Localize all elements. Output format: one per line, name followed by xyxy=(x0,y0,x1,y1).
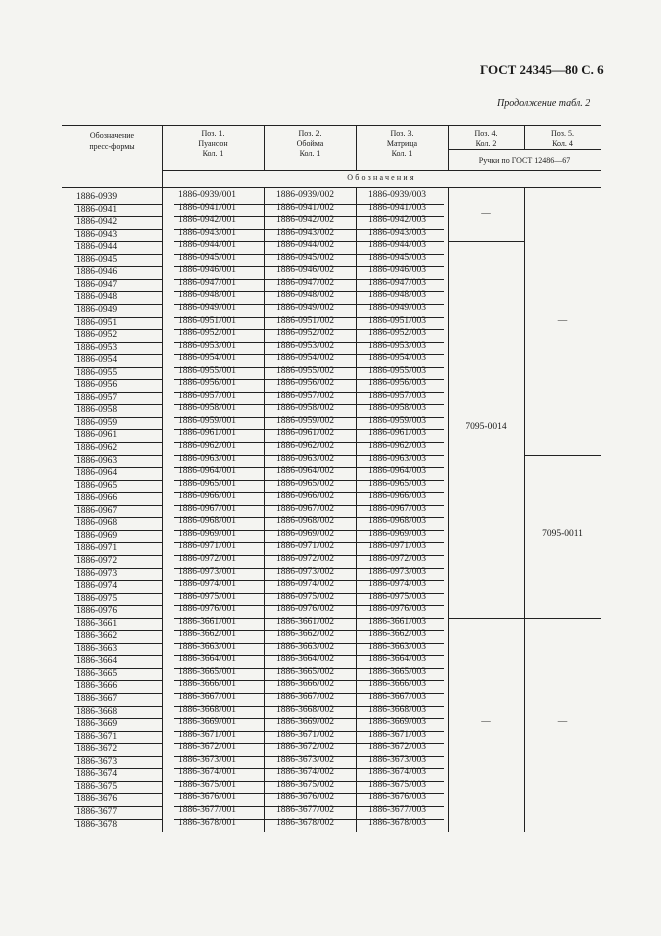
table-row-poz2: 1886-0973/002 xyxy=(276,566,335,577)
merged-cell-rule xyxy=(524,455,601,456)
table-row-poz1: 1886-3666/001 xyxy=(178,679,237,690)
table-row-poz3: 1886-0954/003 xyxy=(368,353,427,364)
table-row-designation: 1886-0946 xyxy=(76,267,118,278)
table-row-poz1: 1886-3678/001 xyxy=(178,817,237,828)
table-row-poz3: 1886-0966/003 xyxy=(368,491,427,502)
header-col_poz2-line: Кол. 1 xyxy=(299,149,321,158)
table-row-poz3: 1886-0941/003 xyxy=(368,202,427,213)
header-col_poz1-line: Кол. 1 xyxy=(202,149,224,158)
table-row-designation: 1886-0951 xyxy=(76,317,118,328)
header-bottom-rule xyxy=(62,187,601,188)
table-row-poz2: 1886-0962/002 xyxy=(276,441,335,451)
table-row-poz1: 1886-3662/001 xyxy=(178,629,237,640)
header-designation-line: пресс-формы xyxy=(89,142,135,151)
table-row-designation: 1886-3671 xyxy=(76,731,118,742)
table-row-poz2: 1886-0949/002 xyxy=(276,302,335,313)
table-row-poz3: 1886-0976/003 xyxy=(368,604,427,615)
table-row-poz3: 1886-3664/003 xyxy=(368,654,427,665)
table-row-poz2: 1886-0967/002 xyxy=(276,503,335,514)
col-divider-1 xyxy=(162,125,163,832)
table-row-poz3: 1886-0964/003 xyxy=(368,466,427,477)
table-row-poz3: 1886-0953/003 xyxy=(368,340,427,351)
table-row-designation: 1886-0954 xyxy=(76,355,118,366)
table-row-poz2: 1886-3664/002 xyxy=(276,654,335,665)
designations-top-rule xyxy=(162,170,601,171)
table-row-poz2: 1886-3661/002 xyxy=(276,616,335,627)
table-row-designation: 1886-0947 xyxy=(76,279,118,290)
table-row-poz2: 1886-0956/002 xyxy=(276,378,335,389)
table-row-poz1: 1886-3665/001 xyxy=(178,666,237,677)
table-row-poz1: 1886-0976/001 xyxy=(178,604,237,615)
table-row-poz2: 1886-0955/002 xyxy=(276,365,335,376)
table-row-poz1: 1886-0944/001 xyxy=(178,240,237,251)
table-row-designation: 1886-0953 xyxy=(76,342,118,353)
table-row-poz1: 1886-0969/001 xyxy=(178,528,237,539)
table-row-poz1: 1886-0971/001 xyxy=(178,541,237,552)
table-row-poz1: 1886-0953/001 xyxy=(178,340,237,351)
table-row-designation: 1886-3664 xyxy=(76,656,118,667)
table-row-designation: 1886-0967 xyxy=(76,505,118,516)
table-row-designation: 1886-3677 xyxy=(76,806,118,817)
poz4_groups-merged-value: — xyxy=(481,717,491,728)
table-row-designation: 1886-3672 xyxy=(76,744,118,755)
poz5_groups-merged-value: 7095-0011 xyxy=(542,529,583,540)
table-row-poz1: 1886-0939/001 xyxy=(178,190,237,200)
poz4_groups-merged-value: 7095-0014 xyxy=(465,422,507,433)
table-row-designation: 1886-3668 xyxy=(76,706,118,717)
table-row-designation: 1886-3666 xyxy=(76,681,118,692)
table-row-poz3: 1886-0945/003 xyxy=(368,252,427,263)
table-row-poz3: 1886-0957/003 xyxy=(368,390,427,401)
table-row-poz1: 1886-0942/001 xyxy=(178,215,237,226)
table-row-poz3: 1886-3665/003 xyxy=(368,666,427,677)
header-col_poz4-line: Кол. 2 xyxy=(475,139,497,148)
table-row-poz3: 1886-0972/003 xyxy=(368,553,427,564)
table-row-poz3: 1886-0948/003 xyxy=(368,290,427,301)
table-row-poz1: 1886-3663/001 xyxy=(178,641,237,652)
table-row-poz2: 1886-0943/002 xyxy=(276,227,335,238)
table-row-poz3: 1886-3675/003 xyxy=(368,779,427,790)
table-row-poz3: 1886-3676/003 xyxy=(368,792,427,803)
table-row-designation: 1886-3662 xyxy=(76,631,118,642)
table-row-poz2: 1886-3678/002 xyxy=(276,817,335,828)
table-row-poz1: 1886-3676/001 xyxy=(178,792,237,803)
continuation-caption: Продолжение табл. 2 xyxy=(497,98,591,109)
table-row-poz1: 1886-0973/001 xyxy=(178,566,237,577)
table-row-designation: 1886-3674 xyxy=(76,769,118,780)
table-row-poz3: 1886-0969/003 xyxy=(368,528,427,539)
table-row-poz2: 1886-0965/002 xyxy=(276,478,335,489)
table-row-poz2: 1886-0971/002 xyxy=(276,541,335,552)
handles-note: Ручки по ГОСТ 12486—67 xyxy=(478,156,571,165)
table-row-poz2: 1886-0966/002 xyxy=(276,491,335,502)
table-row-designation: 1886-0969 xyxy=(76,530,118,541)
merged-cell-rule xyxy=(448,241,524,242)
table-row-designation: 1886-0943 xyxy=(76,229,118,240)
table-row-poz1: 1886-3667/001 xyxy=(178,692,237,702)
table-row-poz2: 1886-3672/002 xyxy=(276,742,335,753)
table-row-poz1: 1886-0947/001 xyxy=(178,277,237,288)
header-col_poz2-line: Обойма xyxy=(296,139,324,148)
table-row-poz2: 1886-3669/002 xyxy=(276,717,335,728)
header-col_poz3-line: Поз. 3. xyxy=(390,129,414,138)
table-row-designation: 1886-0948 xyxy=(76,292,118,303)
table-row-poz2: 1886-0974/002 xyxy=(276,579,335,590)
table-row-poz1: 1886-0963/001 xyxy=(178,453,237,464)
table-row-poz1: 1886-0946/001 xyxy=(178,265,237,276)
table-row-designation: 1886-0963 xyxy=(76,455,118,466)
table-row-designation: 1886-0968 xyxy=(76,518,118,529)
header-col_poz3-line: Кол. 1 xyxy=(391,149,413,158)
table-row-designation: 1886-0962 xyxy=(76,443,118,453)
table-row-poz2: 1886-3671/002 xyxy=(276,729,335,740)
col-divider-3 xyxy=(356,187,357,832)
table-row-poz3: 1886-0951/003 xyxy=(368,315,427,326)
table-row-poz2: 1886-0947/002 xyxy=(276,277,335,288)
table-top-rule xyxy=(62,125,601,126)
table-row-poz3: 1886-0974/003 xyxy=(368,579,427,590)
table-row-poz1: 1886-0945/001 xyxy=(178,252,237,263)
table-row-poz1: 1886-3674/001 xyxy=(178,767,237,778)
table-row-poz3: 1886-3661/003 xyxy=(368,616,427,627)
table-row-poz2: 1886-0942/002 xyxy=(276,215,335,226)
table-row-poz1: 1886-0959/001 xyxy=(178,415,237,426)
table-row-poz1: 1886-3661/001 xyxy=(178,616,237,627)
table-row-designation: 1886-0975 xyxy=(76,593,118,604)
table-row-poz1: 1886-3668/001 xyxy=(178,704,237,715)
table-row-poz2: 1886-3674/002 xyxy=(276,767,335,778)
table-row-poz1: 1886-0961/001 xyxy=(178,428,237,439)
table-row-poz2: 1886-0958/002 xyxy=(276,403,335,414)
table-row-poz1: 1886-0966/001 xyxy=(178,491,237,502)
table-row-poz1: 1886-0952/001 xyxy=(178,328,237,339)
table-row-poz2: 1886-0953/002 xyxy=(276,340,335,351)
table-row-designation: 1886-0956 xyxy=(76,380,118,391)
table-row-designation: 1886-0974 xyxy=(76,581,118,592)
table-row-poz3: 1886-3663/003 xyxy=(368,641,427,652)
poz5_groups-merged-value: — xyxy=(557,315,568,326)
table-row-poz1: 1886-3675/001 xyxy=(178,779,237,790)
table-row-designation: 1886-3667 xyxy=(76,694,118,704)
table-row-poz1: 1886-3673/001 xyxy=(178,754,237,765)
col-divider-5 xyxy=(524,187,525,832)
table-row-poz1: 1886-0964/001 xyxy=(178,466,237,477)
table-row-designation: 1886-0949 xyxy=(76,304,118,315)
table-row-poz3: 1886-0971/003 xyxy=(368,541,427,552)
table-row-poz3: 1886-0939/003 xyxy=(368,190,427,200)
table-row-designation: 1886-0965 xyxy=(76,480,118,491)
table-row-poz2: 1886-0972/002 xyxy=(276,553,335,564)
table-row-poz3: 1886-3678/003 xyxy=(368,817,427,828)
table-row-poz3: 1886-0961/003 xyxy=(368,428,427,439)
table-row-poz1: 1886-3669/001 xyxy=(178,717,237,728)
table-row-poz3: 1886-3668/003 xyxy=(368,704,427,715)
table-row-poz3: 1886-3677/003 xyxy=(368,804,427,815)
table-row-poz1: 1886-0949/001 xyxy=(178,302,237,313)
table-row-poz2: 1886-3667/002 xyxy=(276,692,335,702)
table-row-poz2: 1886-3668/002 xyxy=(276,704,335,715)
table-row-poz3: 1886-0949/003 xyxy=(368,302,427,313)
table-row-poz3: 1886-0967/003 xyxy=(368,503,427,514)
col-divider-2 xyxy=(264,187,265,832)
table-row-poz3: 1886-0952/003 xyxy=(368,328,427,339)
table-row-poz2: 1886-0968/002 xyxy=(276,516,335,527)
table-row-designation: 1886-0961 xyxy=(76,430,118,441)
table-row-poz1: 1886-0956/001 xyxy=(178,378,237,389)
table-row-poz2: 1886-0946/002 xyxy=(276,265,335,276)
table-row-designation: 1886-0955 xyxy=(76,367,118,378)
table-row-poz2: 1886-3662/002 xyxy=(276,629,335,640)
table-row-poz2: 1886-0952/002 xyxy=(276,328,335,339)
table-row-poz2: 1886-0961/002 xyxy=(276,428,335,439)
table-row-poz1: 1886-0941/001 xyxy=(178,202,237,213)
header-col_poz5-line: Поз. 5. xyxy=(551,129,574,138)
table-row-designation: 1886-3665 xyxy=(76,668,118,679)
table-row-poz3: 1886-3671/003 xyxy=(368,729,427,740)
table-row-designation: 1886-0952 xyxy=(76,330,118,341)
header-col_poz1-line: Пуансон xyxy=(198,139,228,148)
table-row-poz2: 1886-0954/002 xyxy=(276,353,335,364)
table-row-poz2: 1886-0944/002 xyxy=(276,240,335,251)
table-row-poz1: 1886-0955/001 xyxy=(178,365,237,376)
table-row-poz2: 1886-0976/002 xyxy=(276,604,335,615)
table-row-poz1: 1886-0962/001 xyxy=(178,441,237,451)
table-row-poz1: 1886-0968/001 xyxy=(178,516,237,527)
table-row-poz1: 1886-0965/001 xyxy=(178,478,237,489)
table-row-poz1: 1886-0951/001 xyxy=(178,315,237,326)
table-row-poz2: 1886-0959/002 xyxy=(276,415,335,426)
table-row-designation: 1886-3669 xyxy=(76,719,118,730)
table-row-designation: 1886-0942 xyxy=(76,217,118,228)
table-row-poz1: 1886-0957/001 xyxy=(178,390,237,401)
table-row-poz3: 1886-0955/003 xyxy=(368,365,427,376)
designations-label: Обозначения xyxy=(347,173,416,182)
table-row-poz2: 1886-0941/002 xyxy=(276,202,335,213)
table-row-designation: 1886-0972 xyxy=(76,555,118,566)
table-row-designation: 1886-3663 xyxy=(76,643,118,654)
header-col_poz4-line: Поз. 4. xyxy=(474,129,498,138)
table-row-designation: 1886-0976 xyxy=(76,606,118,617)
table-row-poz1: 1886-0954/001 xyxy=(178,353,237,364)
table-row-poz1: 1886-0958/001 xyxy=(178,403,237,414)
table-row-designation: 1886-3673 xyxy=(76,756,118,767)
table-row-poz3: 1886-0973/003 xyxy=(368,566,427,577)
table-row-poz1: 1886-0967/001 xyxy=(178,503,237,514)
table-row-designation: 1886-0966 xyxy=(76,493,118,504)
table-row-poz1: 1886-3672/001 xyxy=(178,742,237,753)
table-row-poz2: 1886-0957/002 xyxy=(276,390,335,401)
table-row-poz3: 1886-3669/003 xyxy=(368,717,427,728)
table-row-poz3: 1886-0963/003 xyxy=(368,453,427,464)
table-row-designation: 1886-0945 xyxy=(76,254,118,265)
header-col_poz5-line: Кол. 4 xyxy=(552,139,573,148)
table-row-poz3: 1886-3674/003 xyxy=(368,767,427,778)
header-col_poz3-line: Матрица xyxy=(386,139,418,148)
table-row-poz3: 1886-0956/003 xyxy=(368,378,427,389)
table-row-poz2: 1886-0964/002 xyxy=(276,466,335,477)
merged-cell-rule xyxy=(524,618,601,619)
table-row-designation: 1886-3661 xyxy=(76,618,118,629)
page-header: ГОСТ 24345—80 С. 6 xyxy=(480,62,604,77)
table-row-poz2: 1886-3666/002 xyxy=(276,679,335,690)
handles-rule xyxy=(448,149,601,150)
table-row-designation: 1886-0971 xyxy=(76,543,118,554)
table-row-designation: 1886-0957 xyxy=(76,392,118,403)
table-row-poz1: 1886-3677/001 xyxy=(178,804,237,815)
table-row-poz3: 1886-0944/003 xyxy=(368,240,427,251)
table-row-poz3: 1886-0962/003 xyxy=(368,441,427,451)
table-row-poz2: 1886-0939/002 xyxy=(276,190,335,200)
table-row-poz3: 1886-0975/003 xyxy=(368,591,427,602)
table-row-poz3: 1886-3662/003 xyxy=(368,629,427,640)
table-row-poz3: 1886-0942/003 xyxy=(368,215,427,226)
header-col_poz2-line: Поз. 2. xyxy=(298,129,322,138)
table-row-poz3: 1886-3672/003 xyxy=(368,742,427,753)
table-row-designation: 1886-3678 xyxy=(76,819,118,830)
header-col_poz1-line: Поз. 1. xyxy=(201,129,225,138)
table-row-poz1: 1886-0975/001 xyxy=(178,591,237,602)
table-row-poz3: 1886-0968/003 xyxy=(368,516,427,527)
table-row-poz1: 1886-3664/001 xyxy=(178,654,237,665)
table-row-poz3: 1886-0943/003 xyxy=(368,227,427,238)
poz5_groups-merged-value: — xyxy=(557,717,568,728)
table-row-poz2: 1886-0969/002 xyxy=(276,528,335,539)
table-row-poz1: 1886-0974/001 xyxy=(178,579,237,590)
table-row-designation: 1886-0944 xyxy=(76,242,118,253)
table-row-poz3: 1886-0965/003 xyxy=(368,478,427,489)
table-row-designation: 1886-0941 xyxy=(76,204,118,215)
table-row-poz2: 1886-0945/002 xyxy=(276,252,335,263)
table-row-poz1: 1886-0943/001 xyxy=(178,227,237,238)
table-row-poz1: 1886-0972/001 xyxy=(178,553,237,564)
table-row-poz1: 1886-0948/001 xyxy=(178,290,237,301)
table-row-poz2: 1886-3676/002 xyxy=(276,792,335,803)
table-row-poz2: 1886-3677/002 xyxy=(276,804,335,815)
merged-cell-rule xyxy=(448,618,524,619)
table-row-poz3: 1886-3667/003 xyxy=(368,692,427,702)
table-row-poz2: 1886-0963/002 xyxy=(276,453,335,464)
table-row-designation: 1886-0973 xyxy=(76,568,118,579)
table-row-poz3: 1886-3673/003 xyxy=(368,754,427,765)
table-row-poz3: 1886-0959/003 xyxy=(368,415,427,426)
table-row-poz2: 1886-3673/002 xyxy=(276,754,335,765)
table-row-designation: 1886-0939 xyxy=(76,192,118,202)
col-divider-4 xyxy=(448,187,449,832)
table-row-designation: 1886-0964 xyxy=(76,468,118,479)
table-row-poz3: 1886-3666/003 xyxy=(368,679,427,690)
table-row-poz1: 1886-3671/001 xyxy=(178,729,237,740)
table-row-poz2: 1886-0948/002 xyxy=(276,290,335,301)
table-row-poz2: 1886-3665/002 xyxy=(276,666,335,677)
table-row-poz3: 1886-0958/003 xyxy=(368,403,427,414)
table-row-designation: 1886-0959 xyxy=(76,417,118,428)
table-row-designation: 1886-3676 xyxy=(76,794,118,805)
poz4_groups-merged-value: — xyxy=(481,209,491,220)
table-row-poz2: 1886-3663/002 xyxy=(276,641,335,652)
table-row-poz2: 1886-0975/002 xyxy=(276,591,335,602)
table-row-designation: 1886-3675 xyxy=(76,781,118,792)
table-row-designation: 1886-0958 xyxy=(76,405,118,416)
table-row-poz2: 1886-3675/002 xyxy=(276,779,335,790)
table-row-poz3: 1886-0946/003 xyxy=(368,265,427,276)
table-row-poz2: 1886-0951/002 xyxy=(276,315,335,326)
header-designation-line: Обозначение xyxy=(89,131,135,140)
table-row-poz3: 1886-0947/003 xyxy=(368,277,427,288)
